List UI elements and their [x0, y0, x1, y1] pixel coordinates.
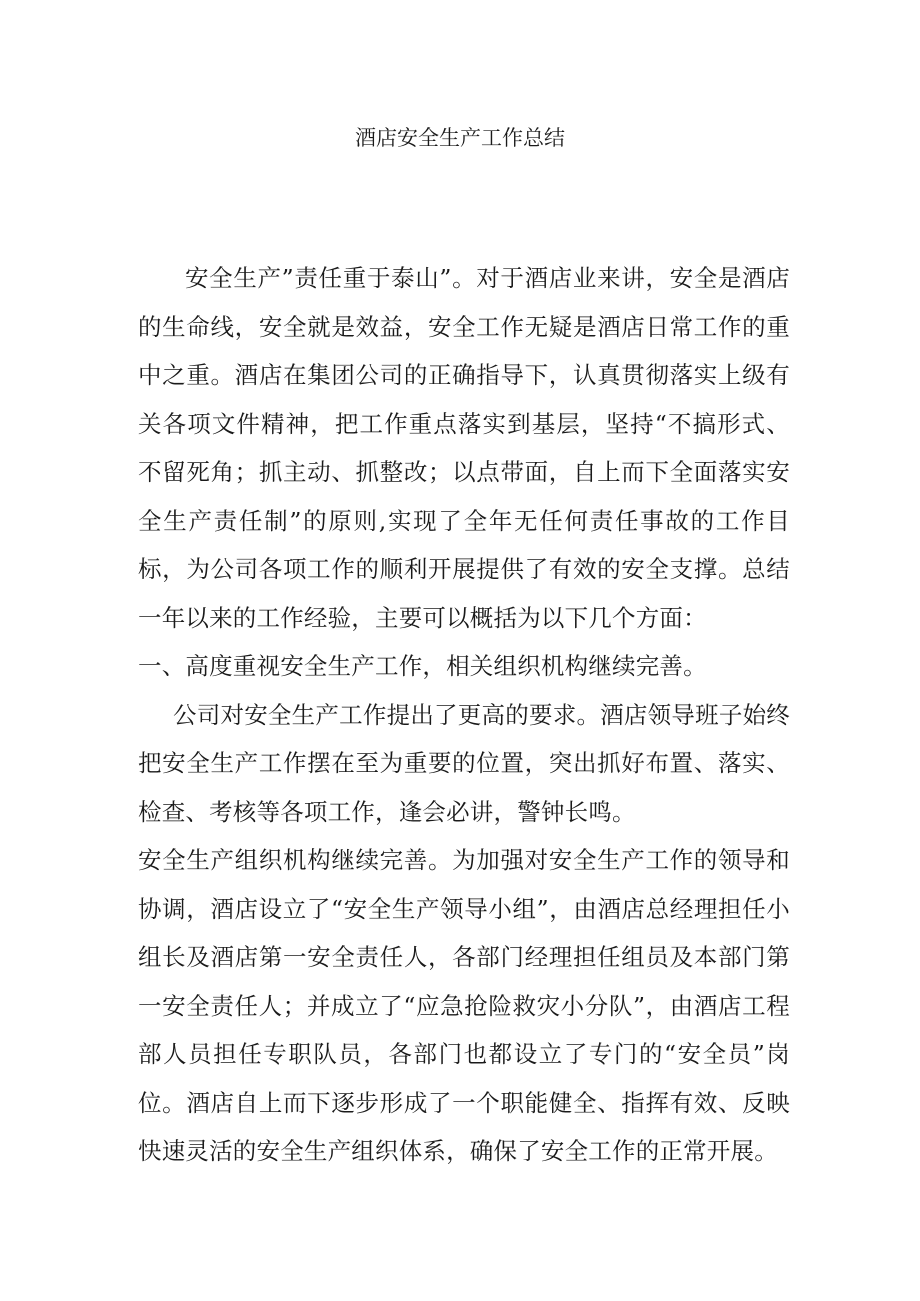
document-title: 酒店安全生产工作总结	[355, 126, 565, 150]
document-body	[138, 254, 790, 1176]
section-heading-1: 一、高度重视安全生产工作，相关组织机构继续完善。	[138, 652, 707, 680]
paragraph-organization: 安全生产组织机构继续完善。为加强对安全生产工作的领导和协调，酒店设立了“安全生产领导小组”，由酒店总经理担任小组长及酒店第一安全责任人，各部门经理担任组员及本部门第一安全责任人；并成立了“应急抢险救灾小分队”，由酒店工程部人员担任专职队员，各部门也都设立了专门的“安全员”岗位。酒店自上而下逐步形成了一个职能健全、指挥有效、反映快速灵活的安全生产组织体系，确保了安全工作的正常开展。	[138, 846, 790, 1165]
paragraph-intro: 安全生产”责任重于泰山”。对于酒店业来讲，安全是酒店的生命线，安全就是效益，安全工作无疑是酒店日常工作的重中之重。酒店在集团公司的正确指导下，认真贯彻落实上级有关各项文件精神，把工作重点落实到基层，坚持“不搞形式、不留死角；抓主动、抓整改；以点带面，自上而下全面落实安全生产责任制”的原则,实现了全年无任何责任事故的工作目标，为公司各项工作的顺利开展提供了有效的安全支撑。总结一年以来的工作经验，主要可以概括为以下几个方面：	[138, 264, 790, 632]
paragraph-company-requirements: 公司对安全生产工作提出了更高的要求。酒店领导班子始终把安全生产工作摆在至为重要的位置，突出抓好布置、落实、检查、考核等各项工作，逢会必讲，警钟长鸣。	[138, 700, 790, 826]
